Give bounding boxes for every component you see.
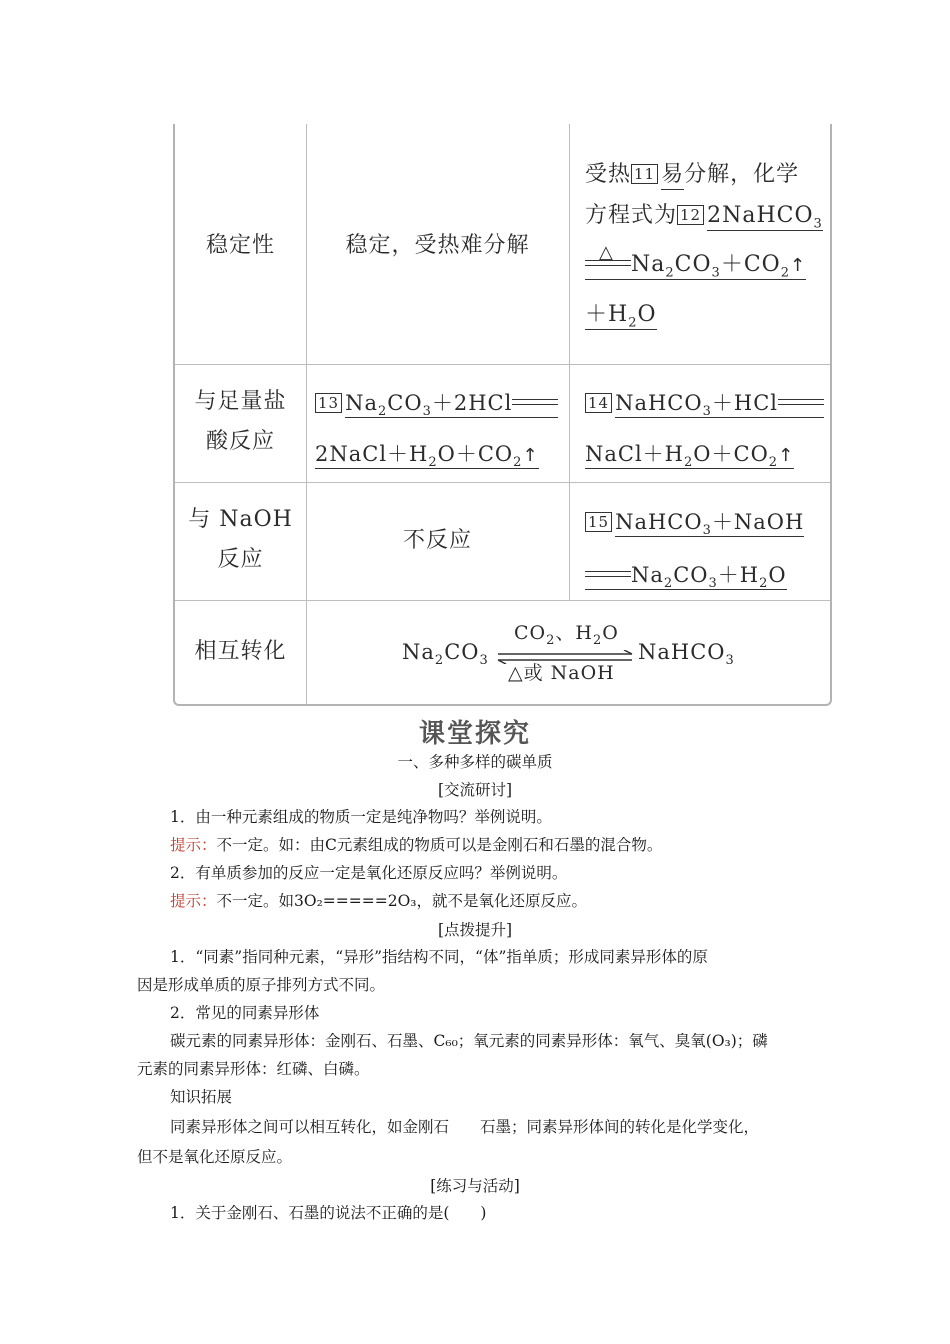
answer-box: 13 bbox=[315, 393, 342, 413]
subsection-title: 一、多种多样的碳单质 bbox=[397, 753, 553, 771]
na2co3-stability: 稳定，受热难分解 bbox=[345, 233, 530, 258]
paragraph-line: 碳元素的同素异形体：金刚石、石墨、C₆₀；氧元素的同素异形体：氧气、臭氧(O₃)；磷 bbox=[170, 1032, 768, 1050]
hint-label: 提示： bbox=[170, 892, 217, 910]
extension-title: 知识拓展 bbox=[170, 1088, 233, 1106]
paragraph-line: 同素异形体之间可以相互转化，如金刚石 石墨；同素异形体间的转化是化学变化， bbox=[170, 1118, 760, 1136]
row-label-naoh: 与 NaOH 反应 bbox=[188, 507, 293, 572]
answer-box: 12 bbox=[677, 205, 704, 225]
paragraph-title: 2．常见的同素异形体 bbox=[170, 1004, 320, 1022]
row-label-stability: 稳定性 bbox=[205, 233, 275, 258]
paragraph-line: 元素的同素异形体：红磷、白磷。 bbox=[137, 1060, 370, 1078]
hint-label: 提示： bbox=[170, 836, 217, 854]
question-3: 1．关于金刚石、石墨的说法不正确的是( ) bbox=[170, 1204, 487, 1222]
question-1: 1．由一种元素组成的物质一定是纯净物吗？举例说明。 bbox=[170, 808, 552, 826]
row-label-conversion: 相互转化 bbox=[194, 639, 287, 664]
nahco3-hcl-equation: 14 NaHCO$_3$＋HCl $NaCl+H_2O+CO_2↑$ bbox=[585, 382, 830, 484]
question-2: 2．有单质参加的反应一定是氧化还原反应吗？举例说明。 bbox=[170, 864, 568, 882]
row-divider bbox=[175, 364, 830, 365]
answer-box: 14 bbox=[585, 393, 612, 413]
paragraph-line: 但不是氧化还原反应。 bbox=[137, 1148, 293, 1166]
paragraph-line: 因是形成单质的原子排列方式不同。 bbox=[137, 976, 386, 994]
answer-box: 15 bbox=[585, 512, 612, 532]
section-title: 课堂探究 bbox=[418, 719, 531, 749]
bracket-heading: [练习与活动] bbox=[430, 1177, 520, 1195]
nahco3-stability: 受热 11 易分解，化学 方程式为 12 2NaHCO$_3$ △ $Na_2CO_3+CO_2↑$ $+H_2O$ bbox=[585, 162, 823, 331]
comparison-table bbox=[173, 124, 832, 706]
hint-2: 提示：不一定。如3O₂=====2O₃，就不是氧化还原反应。 bbox=[170, 892, 588, 910]
bracket-heading: [点拨提升] bbox=[437, 921, 513, 939]
answer-box: 11 bbox=[631, 164, 658, 184]
conversion-equation: $Na_2CO_3$ $CO_2$、$H_2O$ △或 NaOH NaHCO$_3$ bbox=[402, 622, 735, 684]
paragraph-line: 1．“同素”指同种元素，“异形”指结构不同，“体”指单质；形成同素异形体的原 bbox=[170, 948, 708, 966]
column-divider bbox=[569, 124, 570, 600]
na2co3-hcl-equation: 13 $Na_2CO_3+2HCl$ $2NaCl+H_2O+CO_2↑$ bbox=[315, 382, 565, 484]
bracket-heading: [交流研讨] bbox=[437, 781, 513, 799]
na2co3-naoh: 不反应 bbox=[402, 528, 472, 553]
hint-1: 提示：不一定。如：由C元素组成的物质可以是金刚石和石墨的混合物。 bbox=[170, 836, 663, 854]
row-label-hcl: 与足量盐 酸反应 bbox=[194, 389, 287, 454]
nahco3-naoh-equation: 15 NaHCO$_3$＋NaOH $Na_2CO_3+H_2O$ bbox=[585, 500, 830, 606]
